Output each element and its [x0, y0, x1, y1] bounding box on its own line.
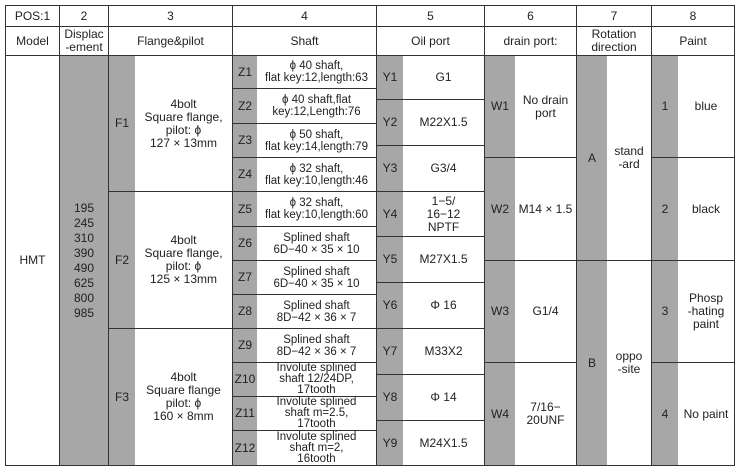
flange-desc: 4bolt Square flange, pilot: ϕ 125 × 13mm: [144, 233, 223, 286]
pos-2: 2: [80, 8, 88, 23]
oil-port-code: Y5: [377, 237, 403, 282]
drain-port-code: W1: [485, 56, 515, 157]
oil-port-code: Y3: [377, 146, 403, 191]
oil-port-code: Y7: [377, 329, 403, 374]
shaft-desc: Splined shaft 8D−42 × 36 × 7: [276, 299, 357, 324]
oil-port-code: Y6: [377, 283, 403, 328]
shaft-code: Z1: [233, 56, 257, 88]
pos-5: 5: [427, 8, 434, 23]
pos-3: 3: [167, 8, 174, 23]
drain-port-desc: No drain port: [522, 92, 569, 120]
header-drain-port: drain port:: [503, 33, 558, 48]
drain-port-desc: M14 × 1.5: [518, 201, 573, 216]
model-value: HMT: [19, 253, 46, 267]
shaft-code: Z9: [233, 329, 257, 362]
paint-code: 4: [652, 363, 678, 465]
shaft-desc: ϕ 40 shaft,flat key:12,Length:76: [272, 94, 361, 118]
flange-code: F1: [109, 56, 135, 191]
shaft-desc: Involute splined shaft m=2.5, 17tooth: [276, 396, 357, 430]
oil-port-desc: M22X1.5: [419, 115, 468, 129]
pos-6: 6: [527, 8, 534, 23]
shaft-code: Z11: [233, 397, 257, 430]
shaft-desc: ϕ 32 shaft, flat key:10,length:46: [265, 162, 368, 187]
header-paint: Paint: [679, 33, 707, 48]
oil-port-code: Y2: [377, 100, 403, 145]
shaft-code: Z12: [233, 431, 257, 465]
paint-code: 1: [652, 56, 678, 157]
header-flange: Flange&pilot: [137, 33, 204, 48]
paint-code: 2: [652, 158, 678, 260]
shaft-code: Z7: [233, 261, 257, 294]
paint-desc: No paint: [683, 406, 729, 421]
shaft-code: Z2: [233, 89, 257, 123]
shaft-code: Z6: [233, 227, 257, 260]
paint-code: 3: [652, 261, 678, 362]
header-displacement: Displac -ement: [64, 27, 104, 54]
shaft-code: Z8: [233, 295, 257, 328]
flange-code: F3: [109, 329, 135, 465]
oil-port-desc: M33X2: [424, 344, 463, 358]
shaft-desc: Involute splined shaft 12/24DP, 17tooth: [276, 362, 357, 396]
paint-desc: black: [691, 201, 720, 216]
shaft-code: Z10: [233, 363, 257, 396]
shaft-desc: ϕ 50 shaft, flat key:14,length:79: [265, 128, 368, 153]
pos-1: POS:1: [14, 8, 51, 23]
pos-4: 4: [301, 8, 308, 23]
flange-desc: 4bolt Square flange pilot: ϕ 160 × 8mm: [146, 370, 221, 423]
rotation-code: A: [577, 56, 607, 260]
shaft-desc: ϕ 32 shaft, flat key:10,length:60: [265, 197, 368, 221]
drain-port-desc: 7/16− 20UNF: [526, 400, 565, 427]
shaft-desc: ϕ 40 shaft, flat key:12,length:63: [265, 60, 368, 84]
oil-port-code: Y4: [377, 192, 403, 236]
rotation-desc: oppo -site: [615, 349, 643, 376]
oil-port-desc: Φ 14: [430, 390, 457, 404]
paint-desc: Phosp -hating paint: [687, 291, 725, 331]
header-model: Model: [16, 33, 49, 48]
header-shaft: Shaft: [290, 33, 319, 48]
shaft-code: Z5: [233, 192, 257, 226]
flange-desc: 4bolt Square flange, pilot: ϕ 127 × 13mm: [144, 96, 223, 150]
rotation-desc: stand -ard: [614, 144, 644, 171]
drain-port-code: W4: [485, 363, 515, 465]
oil-port-desc: M24X1.5: [419, 435, 468, 450]
flange-code: F2: [109, 192, 135, 328]
oil-port-code: Y8: [377, 375, 403, 420]
shaft-code: Z4: [233, 158, 257, 191]
shaft-desc: Splined shaft 6D−40 × 35 × 10: [273, 231, 360, 256]
oil-port-desc: G3/4: [430, 161, 457, 175]
shaft-desc: Splined shaft 6D−40 × 35 × 10: [273, 265, 360, 290]
shaft-desc: Splined shaft 8D−42 × 36 × 7: [276, 333, 357, 358]
paint-desc: blue: [694, 99, 718, 113]
header-rotation: Rotation direction: [591, 27, 637, 54]
pos-8: 8: [689, 8, 697, 23]
shaft-desc: Involute splined shaft m=2, 16tooth: [276, 430, 357, 465]
header-oil-port: Oil port: [411, 33, 450, 48]
shaft-code: Z3: [233, 124, 257, 157]
pos-7: 7: [610, 8, 618, 23]
drain-port-code: W3: [485, 261, 515, 362]
oil-port-code: Y9: [377, 421, 403, 465]
oil-port-desc: Φ 16: [430, 298, 457, 312]
oil-port-desc: 1−5/ 16−12 NPTF: [426, 193, 461, 234]
oil-port-code: Y1: [377, 56, 403, 99]
oil-port-desc: G1: [435, 70, 452, 84]
drain-port-desc: G1/4: [532, 304, 559, 318]
rotation-code: B: [577, 261, 607, 465]
drain-port-code: W2: [485, 158, 515, 260]
oil-port-desc: M27X1.5: [419, 252, 468, 266]
displacement-values: 195 245 310 390 490 625 800 985: [60, 56, 108, 465]
